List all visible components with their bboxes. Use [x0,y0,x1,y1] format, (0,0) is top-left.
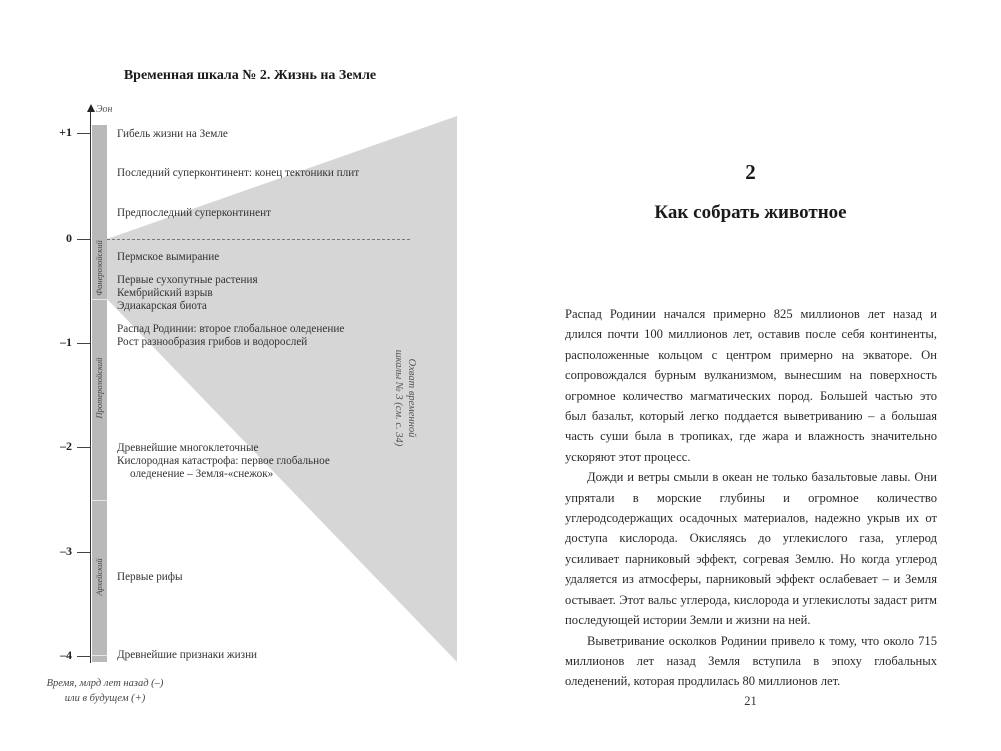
paragraph: Дожди и ветры смыли в океан не только базальтовые лавы. Они упрятали в морские глубины и огромное количество углеродсодержащих осадочных материалов, надежно укрыв их от доступа кислорода. Окисляясь до углекислого газа, углерод усиливает парниковый эффект, согревая Землю. Но когда углерод удаляется из атмосферы, парниковый эффект ослабевает – и Земля остывает. Этот вальс углерода, кислорода и углекислоты задаст ритм последующей истории Земли и жизни на ней. [565,470,937,628]
paragraph: Выветривание осколков Родинии привело к тому, что около 715 миллионов лет назад Земля вступила в эпоху глобальных оледенений, которая продлилась 80 миллионов лет. [565,633,937,689]
timeline-event: Предпоследний суперконтинент [117,207,271,219]
tick-mark [77,552,90,553]
coverage-note-line: шкалы № 3 (см. с. 34) [393,349,404,447]
tick-label: +1 [59,125,72,139]
future-bar [92,125,107,239]
left-page [0,0,500,751]
coverage-note [392,323,418,473]
chapter-title: Как собрать животное [654,202,847,223]
tick-mark [77,343,90,344]
tick-mark [77,239,90,240]
timeline-event: Распад Родинии: второе глобальное оледенение [117,323,345,335]
timeline-event: Рост разнообразия грибов и водорослей [117,336,308,348]
timeline-event-continuation: оледенение – Земля-«снежок» [130,468,274,480]
timeline-event: Кислородная катастрофа: первое глобальное [117,455,330,467]
tick-label: –3 [60,544,72,558]
timeline-title: Временная шкала № 2. Жизнь на Земле [123,68,377,83]
axis-caption [40,676,170,706]
timeline-event: Кембрийский взрыв [117,287,213,299]
timeline-event: Древнейшие многоклеточные [117,442,259,454]
tick-label: –1 [60,335,72,349]
tick-mark [77,447,90,448]
tick-label: 0 [66,231,72,245]
eon-label-proterozoic: Протерозойский [94,357,104,419]
paragraph: Распад Родинии начался примерно 825 миллионов лет назад и длился почти 100 миллионов лет, оставив после себя континенты, расположенные кольцом с центром примерно на экваторе. Он сопровождался бурным вулканизмом, вынесшим на поверхность огромное количество магматических пород. Большей частью это был базальт, который легко поддается выветриванию – а большая часть суши была в тропиках, где жара и влажность значительно ускоряют этот процесс. [565,307,937,464]
coverage-note-line: Охват временной [406,358,417,438]
timeline-event: Гибель жизни на Земле [117,128,228,140]
tick-mark [77,656,90,657]
axis-caption-line: или в будущем (+) [64,693,146,704]
timeline-event: Первые сухопутные растения [117,274,258,286]
body-text [565,304,937,692]
tick-label: –4 [60,648,72,662]
timeline-event: Первые рифы [117,571,183,583]
axis-caption-line: Время, млрд лет назад (–) [46,678,164,689]
right-page [500,0,1001,751]
timeline-event: Пермское вымирание [117,251,220,263]
eon-label-archean: Архейский [94,558,104,596]
present-day-dashed-line [107,239,410,240]
eon-axis-header: Эон [96,104,113,115]
coverage-triangle [0,0,500,751]
timeline-event: Древнейшие признаки жизни [117,649,258,661]
tick-mark [77,133,90,134]
chapter-number: 2 [745,160,756,184]
tick-label: –2 [60,439,72,453]
timeline-event: Последний суперконтинент: конец тектоники плит [117,167,360,179]
page-number: 21 [744,694,757,708]
eon-label-phanerozoic: Фанерозойский [94,240,104,296]
timeline-event: Эдиакарская биота [117,300,207,312]
eon-bar-hadean [92,656,107,662]
